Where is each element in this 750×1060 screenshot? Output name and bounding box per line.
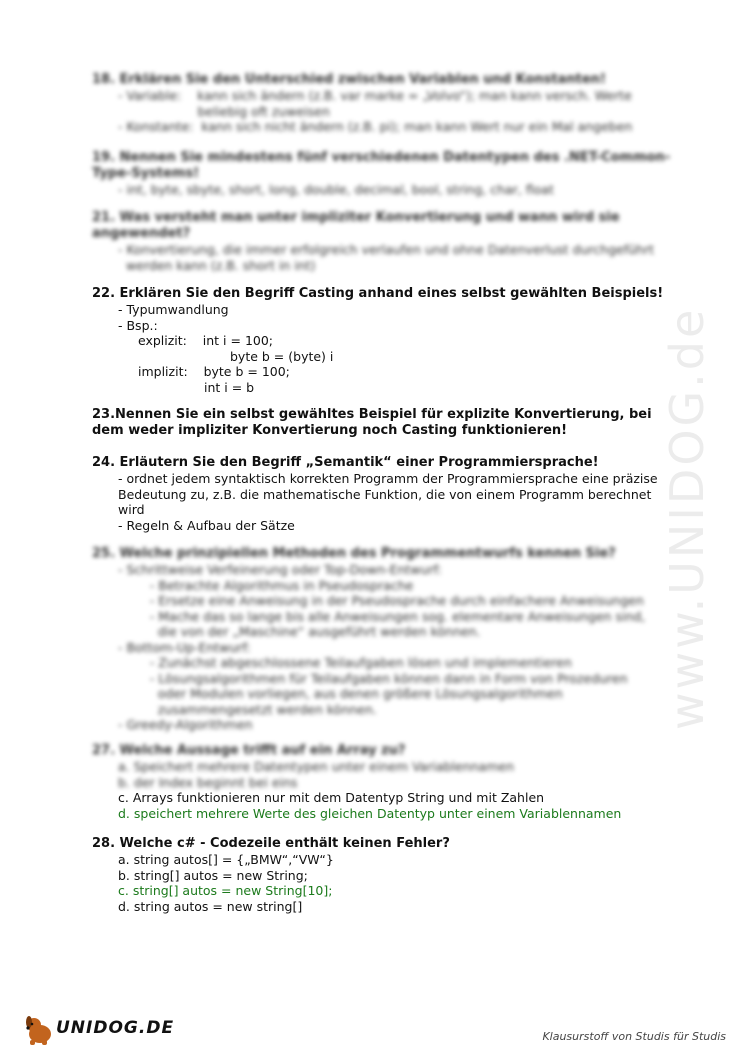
answer-line: - Ersetze eine Anweisung in der Pseudosprache durch einfachere Anweisungen xyxy=(118,593,644,608)
question-title: 18. Erklären Sie den Unterschied zwischen Variablen und Konstanten! xyxy=(92,72,606,87)
answer-line: - Konstante: kann sich nicht ändern (z.B. pi); man kann Wert nur ein Mal angeben xyxy=(118,119,633,134)
answer-option-d: d. string autos = new string[] xyxy=(118,898,303,914)
answer-option-a: a. string autos[] = {„BMW“,“VW“} xyxy=(118,852,334,867)
question-title: 22. Erklären Sie den Begriff Casting anhand eines selbst gewählten Beispiels! xyxy=(92,286,664,301)
answer-line: - Konvertierung, die immer erfolgreich verlaufen und ohne Datenverlust durchgeführt xyxy=(118,242,654,257)
question-25 xyxy=(92,546,672,733)
code-line: byte b = (byte) i xyxy=(230,348,334,364)
question-24 xyxy=(92,455,672,533)
answer-line: die von der „Maschine“ ausgeführt werden können. xyxy=(118,624,481,639)
question-title: 25. Welche prinzipiellen Methoden des Programmentwurfs kennen Sie? xyxy=(92,546,616,561)
answer-line: - Schrittweise Verfeinerung oder Top-Down-Entwurf: xyxy=(118,562,442,577)
answer-line: - Mache das so lange bis alle Anweisungen sog. elementare Anweisungen sind, xyxy=(118,608,646,624)
dog-icon xyxy=(22,1012,58,1048)
watermark: www.UNIDOG.de xyxy=(660,306,714,730)
answer-option-c: c. Arrays funktionieren nur mit dem Datentyp String und mit Zahlen xyxy=(118,790,545,805)
answer-option-c-correct: c. string[] autos = new String[10]; xyxy=(118,883,333,898)
question-title: 27. Welche Aussage trifft auf ein Array zu? xyxy=(92,743,406,758)
answer-line: - ordnet jedem syntaktisch korrekten Programm der Programmiersprache eine präzise Bedeutung zu, z.B. die mathematische Funktion, die von einem Programm berechnet wird xyxy=(118,471,658,517)
answer-line: - Bsp.: xyxy=(118,317,158,333)
answer-line: werden kann (z.B. short in int) xyxy=(118,257,316,273)
question-28 xyxy=(92,836,672,914)
answer-line: oder Modulen vorliegen, aus denen größere Lösungsalgorithmen xyxy=(118,686,563,701)
question-23 xyxy=(92,407,672,439)
code-line: int i = b xyxy=(204,379,255,395)
logo-text: UNIDOG.DE xyxy=(56,1018,175,1038)
question-21 xyxy=(92,210,672,273)
code-line: implizit: byte b = 100; xyxy=(138,364,290,379)
answer-line: - Bottom-Up-Entwurf: xyxy=(118,639,251,655)
answer-line: - int, byte, sbyte, short, long, double, decimal, bool, string, char, float xyxy=(118,182,554,197)
question-title: 28. Welche c# - Codezeile enthält keinen Fehler? xyxy=(92,836,450,851)
question-18 xyxy=(92,72,672,135)
question-22 xyxy=(92,286,672,395)
footer-tagline: Klausurstoff von Studis für Studis xyxy=(542,1030,726,1043)
answer-line: - Greedy-Algorithmen xyxy=(118,717,253,732)
question-title: 24. Erläutern Sie den Begriff „Semantik“ einer Programmiersprache! xyxy=(92,455,599,470)
answer-line: zusammengesetzt werden können. xyxy=(118,701,377,717)
unidog-logo xyxy=(22,1012,175,1048)
answer-option-d-correct: d. speichert mehrere Werte des gleichen Datentyp unter einem Variablennamen xyxy=(118,805,622,821)
answer-option-b: b. string[] autos = new String; xyxy=(118,867,308,883)
answer-line: - Betrachte Algorithmus in Pseudosprache xyxy=(118,577,414,593)
question-title: 19. Nennen Sie mindestens fünf verschiedenen Datentypen des .NET-Common-Type-Systems! xyxy=(92,150,671,181)
answer-line: - Lösungsalgorithmen für Teilaufgaben können dann in Form von Prozeduren xyxy=(118,670,628,686)
question-27 xyxy=(92,743,672,821)
answer-line: - Zunächst abgeschlossene Teilaufgaben lösen und implementieren xyxy=(118,655,572,670)
answer-line: beliebig oft zuweisen xyxy=(118,103,330,119)
question-title: 23.Nennen Sie ein selbst gewähltes Beispiel für explizite Konvertierung, bei dem weder impliziter Konvertierung noch Casting funktionieren! xyxy=(92,407,652,438)
answer-line: - Regeln & Aufbau der Sätze xyxy=(118,517,295,533)
answer-line: - Typumwandlung xyxy=(118,302,229,317)
code-line: explizit: int i = 100; xyxy=(138,333,274,348)
question-19 xyxy=(92,150,672,198)
answer-option-a: a. Speichert mehrere Datentypen unter einem Variablennamen xyxy=(118,759,515,774)
question-title: 21. Was versteht man unter impliziter Konvertierung und wann wird sie angewendet? xyxy=(92,210,620,241)
answer-option-b: b. der Index beginnt bei eins xyxy=(118,774,298,790)
answer-line: - Variable: kann sich ändern (z.B. var marke = „Volvo“); man kann versch. Werte xyxy=(118,88,632,103)
